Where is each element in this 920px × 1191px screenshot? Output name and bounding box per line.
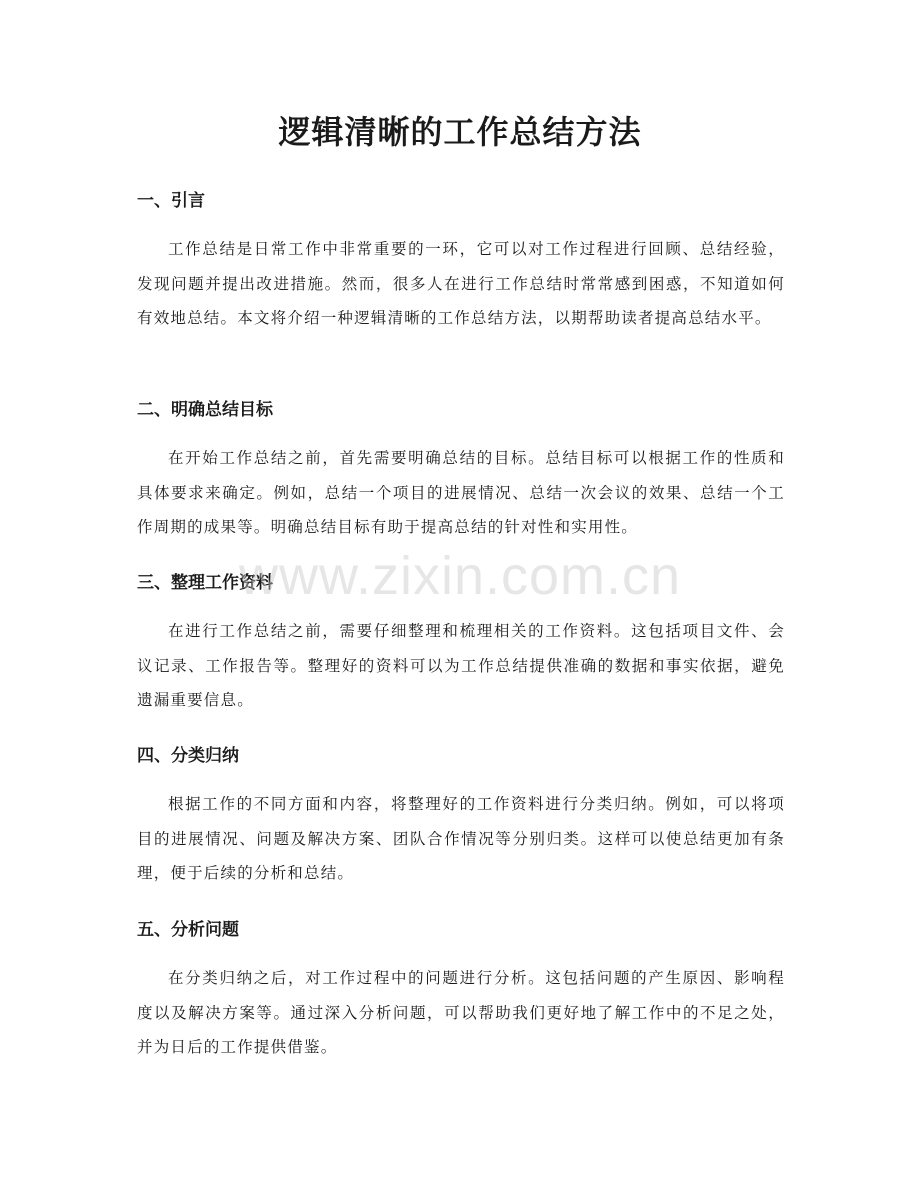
watermark: www.zixin.com.cn [238,546,682,606]
section-heading: 二、明确总结目标 [137,400,273,420]
section-paragraph: 在分类归纳之后，对工作过程中的问题进行分析。这包括问题的产生原因、影响程度以及解决方案等。通过深入分析问题，可以帮助我们更好地了解工作中的不足之处，并为日后的工作提供借鉴。 [137,969,785,1056]
section-heading: 五、分析问题 [137,920,239,940]
section-analyze-problems [137,917,785,1065]
section-heading: 一、引言 [137,191,205,211]
section-introduction [137,188,785,336]
section-paragraph: 工作总结是日常工作中非常重要的一环，它可以对工作过程进行回顾、总结经验，发现问题并提出改进措施。然而，很多人在进行工作总结时常常感到困惑，不知道如何有效地总结。本文将介绍一种逻辑清晰的工作总结方法，以期帮助读者提高总结水平。 [137,240,785,327]
section-paragraph: 在开始工作总结之前，首先需要明确总结的目标。总结目标可以根据工作的性质和具体要求来确定。例如，总结一个项目的进展情况、总结一次会议的效果、总结一个工作周期的成果等。明确总结目标有助于提高总结的针对性和实用性。 [137,449,785,536]
section-paragraph: 根据工作的不同方面和内容，将整理好的工作资料进行分类归纳。例如，可以将项目的进展情况、问题及解决方案、团队合作情况等分别归类。这样可以使总结更加有条理，便于后续的分析和总结。 [137,795,785,882]
section-define-goals [137,397,785,545]
document-title: 逻辑清晰的工作总结方法 [278,113,642,151]
section-paragraph: 在进行工作总结之前，需要仔细整理和梳理相关的工作资料。这包括项目文件、会议记录、工作报告等。整理好的资料可以为工作总结提供准确的数据和事实依据，避免遗漏重要信息。 [137,622,785,709]
section-heading: 四、分类归纳 [137,746,239,766]
section-classify [137,743,785,891]
section-heading: 三、整理工作资料 [137,573,273,593]
section-organize-materials [137,570,785,718]
